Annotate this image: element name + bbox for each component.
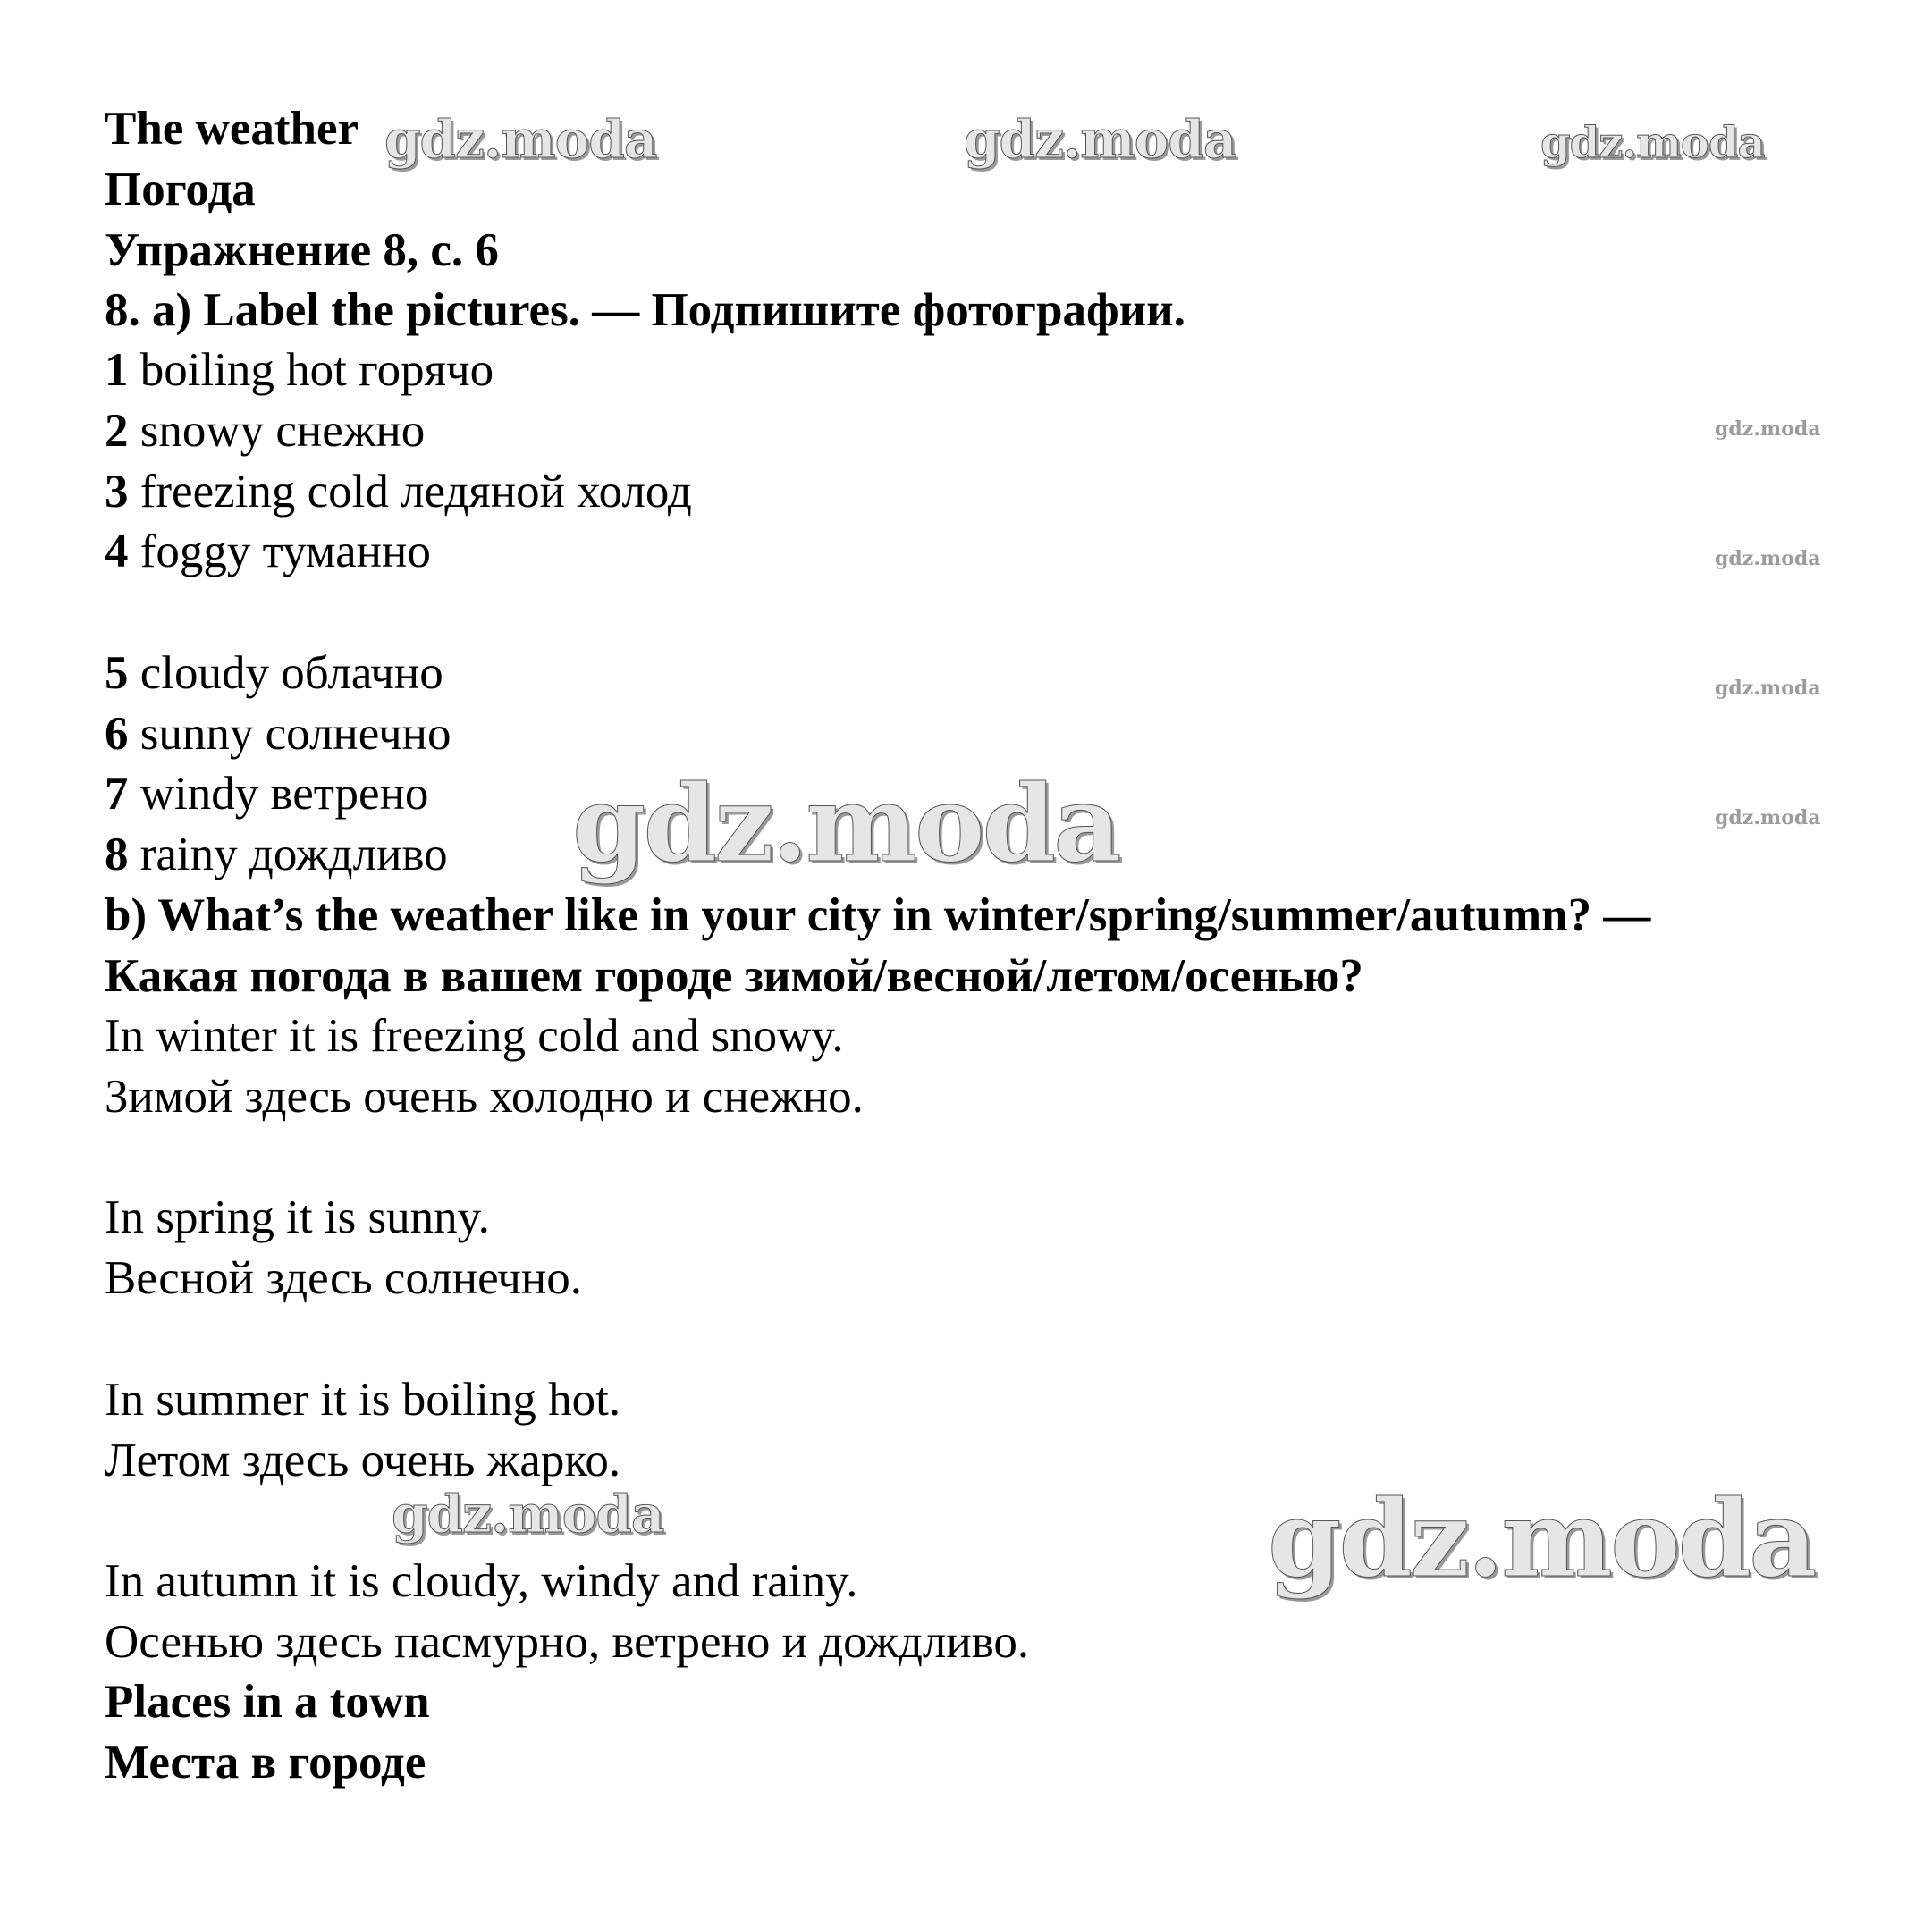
watermark: gdz.moda (1540, 118, 1765, 168)
answer-spring-en: In spring it is sunny. (105, 1191, 490, 1243)
answer-autumn-ru: Осенью здесь пасмурно, ветрено и дождливо. (105, 1616, 1030, 1668)
watermark: gdz.moda (392, 1484, 664, 1544)
list-item (105, 824, 448, 885)
item-number: 4 (105, 526, 129, 577)
watermark: gdz.moda (1715, 806, 1821, 829)
list-item (105, 703, 451, 764)
answer-summer-ru: Летом здесь очень жарко. (105, 1435, 621, 1486)
item-number: 8 (105, 829, 129, 880)
task-b-heading-en: b) What’s the weather like in your city in winter/spring/summer/autumn? — (105, 889, 1651, 941)
title-ru: Погода (105, 164, 256, 215)
task-b-heading-ru: Какая погода в вашем городе зимой/весной/летом/осенью? (105, 950, 1363, 1002)
watermark: gdz.moda (1715, 677, 1821, 700)
watermark: gdz.moda (964, 109, 1236, 170)
list-item (105, 461, 692, 522)
answer-spring-ru: Весной здесь солнечно. (105, 1252, 583, 1304)
item-number: 2 (105, 405, 129, 457)
item-text: rainy дождливо (128, 829, 448, 880)
item-text: foggy туманно (128, 526, 431, 577)
list-item (105, 763, 428, 824)
item-number: 6 (105, 708, 129, 760)
item-text: boiling hot горячо (128, 344, 494, 396)
list-item (105, 643, 443, 703)
watermark: gdz.moda (1268, 1477, 1815, 1601)
item-text: freezing cold ледяной холод (128, 466, 692, 518)
title-en: The weather (105, 103, 359, 155)
task-a-heading: 8. a) Label the pictures. — Подпишите фотографии. (105, 284, 1185, 336)
watermark: gdz.moda (1715, 417, 1821, 441)
exercise-heading: Упражнение 8, с. 6 (105, 224, 499, 276)
item-number: 3 (105, 466, 129, 518)
item-text: sunny солнечно (128, 708, 451, 760)
item-text: cloudy облачно (128, 647, 443, 699)
watermark: gdz.moda (384, 109, 657, 170)
item-number: 7 (105, 768, 129, 820)
list-item (105, 340, 494, 400)
item-text: snowy снежно (128, 405, 426, 457)
item-number: 1 (105, 344, 129, 396)
watermark: gdz.moda (1715, 547, 1821, 570)
item-number: 5 (105, 647, 129, 699)
answer-winter-en: In winter it is freezing cold and snowy. (105, 1010, 844, 1062)
item-text: windy ветрено (128, 768, 429, 820)
answer-autumn-en: In autumn it is cloudy, windy and rainy. (105, 1555, 858, 1607)
section-heading-en: Places in a town (105, 1676, 430, 1728)
watermark: gdz.moda (572, 762, 1119, 886)
answer-winter-ru: Зимой здесь очень холодно и снежно. (105, 1071, 864, 1123)
section-heading-ru: Места в городе (105, 1737, 426, 1789)
list-item (105, 400, 425, 461)
list-item (105, 521, 431, 582)
answer-summer-en: In summer it is boiling hot. (105, 1374, 621, 1426)
